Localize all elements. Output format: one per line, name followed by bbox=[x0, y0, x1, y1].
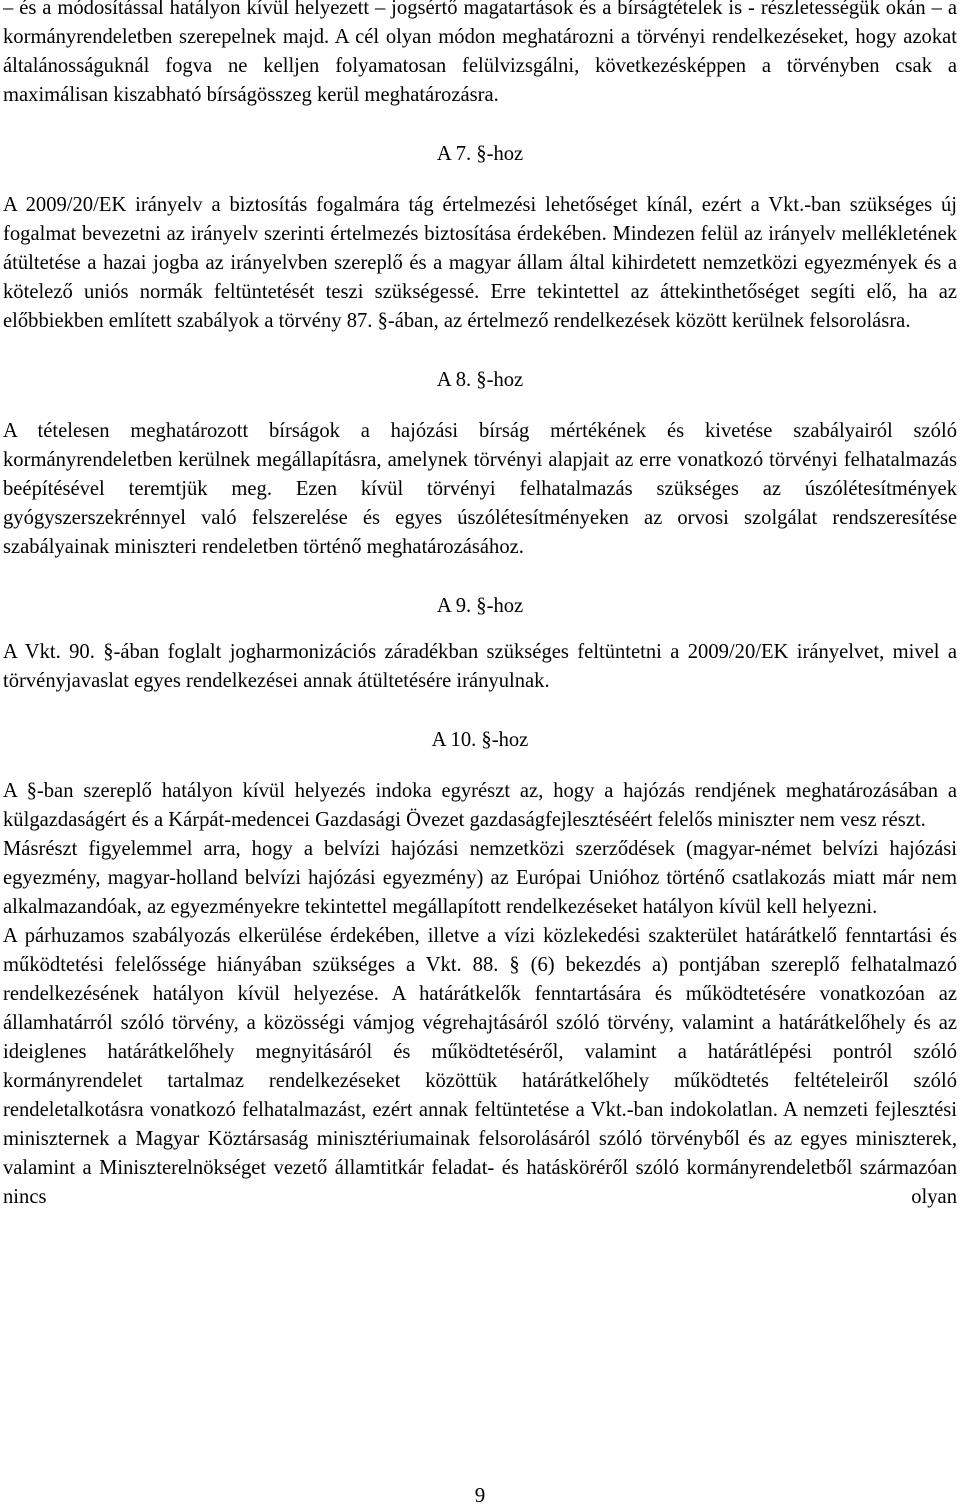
section-10-heading: A 10. §-hoz bbox=[431, 729, 529, 751]
document-page bbox=[3, 0, 957, 1212]
section-10-paragraph-1: A §-ban szereplő hatályon kívül helyezés indoka egyrészt az, hogy a hajózás rendjének meghatározásában a külgazdaságért és a Kárpát-medencei Gazdasági Övezet gazdaságfejlesztéséért felelős miniszter nem vesz részt. bbox=[3, 780, 957, 831]
section-9-heading: A 9. §-hoz bbox=[436, 595, 524, 617]
section-8-heading: A 8. §-hoz bbox=[436, 369, 524, 391]
section-9-body: A Vkt. 90. §-ában foglalt jogharmonizációs záradékban szükséges feltüntetni a 2009/20/EK irányelvet, mivel a törvényjavaslat egyes rendelkezései annak átültetésére irányulnak. bbox=[3, 641, 957, 692]
section-7-heading: A 7. §-hoz bbox=[436, 143, 524, 165]
section-7-body: A 2009/20/EK irányelv a biztosítás fogalmára tág értelmezési lehetőséget kínál, ezért a Vkt.-ban szükséges új fogalmat bevezetni az irányelv szerinti értelmezés biztosítása érdekében. Mindezen felül az irányelv mellékletének átültetése a hazai jogba az irányelvben szereplő és a magyar állam által kihirdetett nemzetközi egyezmények és a kötelező uniós normák feltüntetését teszi szükségessé. Erre tekintettel az áttekinthetőséget segíti elő, ha az előbbiekben említett szabályok a törvény 87. §-ában, az értelmező rendelkezések között kerülnek felsorolásra. bbox=[3, 194, 957, 332]
intro-paragraph: – és a módosítással hatályon kívül helyezett – jogsértő magatartások és a bírságtételek is - részletességük okán – a kormányrendeletben szerepelnek majd. A cél olyan módon meghatározni a törvényi rendelkezéseket, hogy azokat általánosságuknál fogva ne kelljen folyamatosan felülvizsgálni, következésképpen a törvényben csak a maximálisan kiszabható bírságösszeg kerül meghatározásra. bbox=[3, 0, 957, 106]
section-10-paragraph-2: Másrészt figyelemmel arra, hogy a belvízi hajózási nemzetközi szerződések (magyar-német belvízi hajózási egyezmény, magyar-holland belvízi hajózási egyezmény) az Európai Unióhoz történő csatlakozás miatt már nem alkalmazandóak, az egyezményekre tekintettel megállapított rendelkezéseket hatályon kívül kell helyezni. bbox=[3, 838, 957, 918]
section-8-body: A tételesen meghatározott bírságok a hajózási bírság mértékének és kivetése szabályairól szóló kormányrendeletben kerülnek megállapításra, amelynek törvényi alapjait az erre vonatkozó törvényi felhatalmazás beépítésével teremtjük meg. Ezen kívül törvényi felhatalmazás szükséges az úszólétesítmények gyógyszerszekrénnyel való felszerelése és egyes úszólétesítményeken az orvosi szolgálat rendszeresítése szabályainak miniszteri rendeletben történő meghatározásához. bbox=[3, 420, 957, 558]
page-number: 9 bbox=[474, 1483, 486, 1507]
section-10-paragraph-3: A párhuzamos szabályozás elkerülése érdekében, illetve a vízi közlekedési szakterület határátkelő fenntartási és működtetési felelőssége hiányában szükséges a Vkt. 88. § (6) bekezdés a) pontjában szereplő felhatalmazó rendelkezésének hatályon kívül helyezése. A határátkelők fenntartására és működtetésére vonatkozóan az államhatárról szóló törvény, a közösségi vámjog végrehajtásáról szóló törvény, valamint a határátkelőhely és az ideiglenes határátkelőhely megnyitásáról és működtetéséről, valamint a határátlépési pontról szóló kormányrendelet tartalmaz rendelkezéseket közöttük határátkelőhely működtetés feltételeiről szóló rendeletalkotásra vonatkozó felhatalmazást, ezért annak feltüntetése a Vkt.-ban indokolatlan. A nemzeti fejlesztési miniszternek a Magyar Köztársaság minisztériumainak felsorolásáról szóló törvényből és az egyes miniszterek, valamint a Miniszterelnökséget vezető államtitkár feladat- és hatásköréről szóló kormányrendeletből származóan nincs olyan bbox=[3, 925, 957, 1208]
